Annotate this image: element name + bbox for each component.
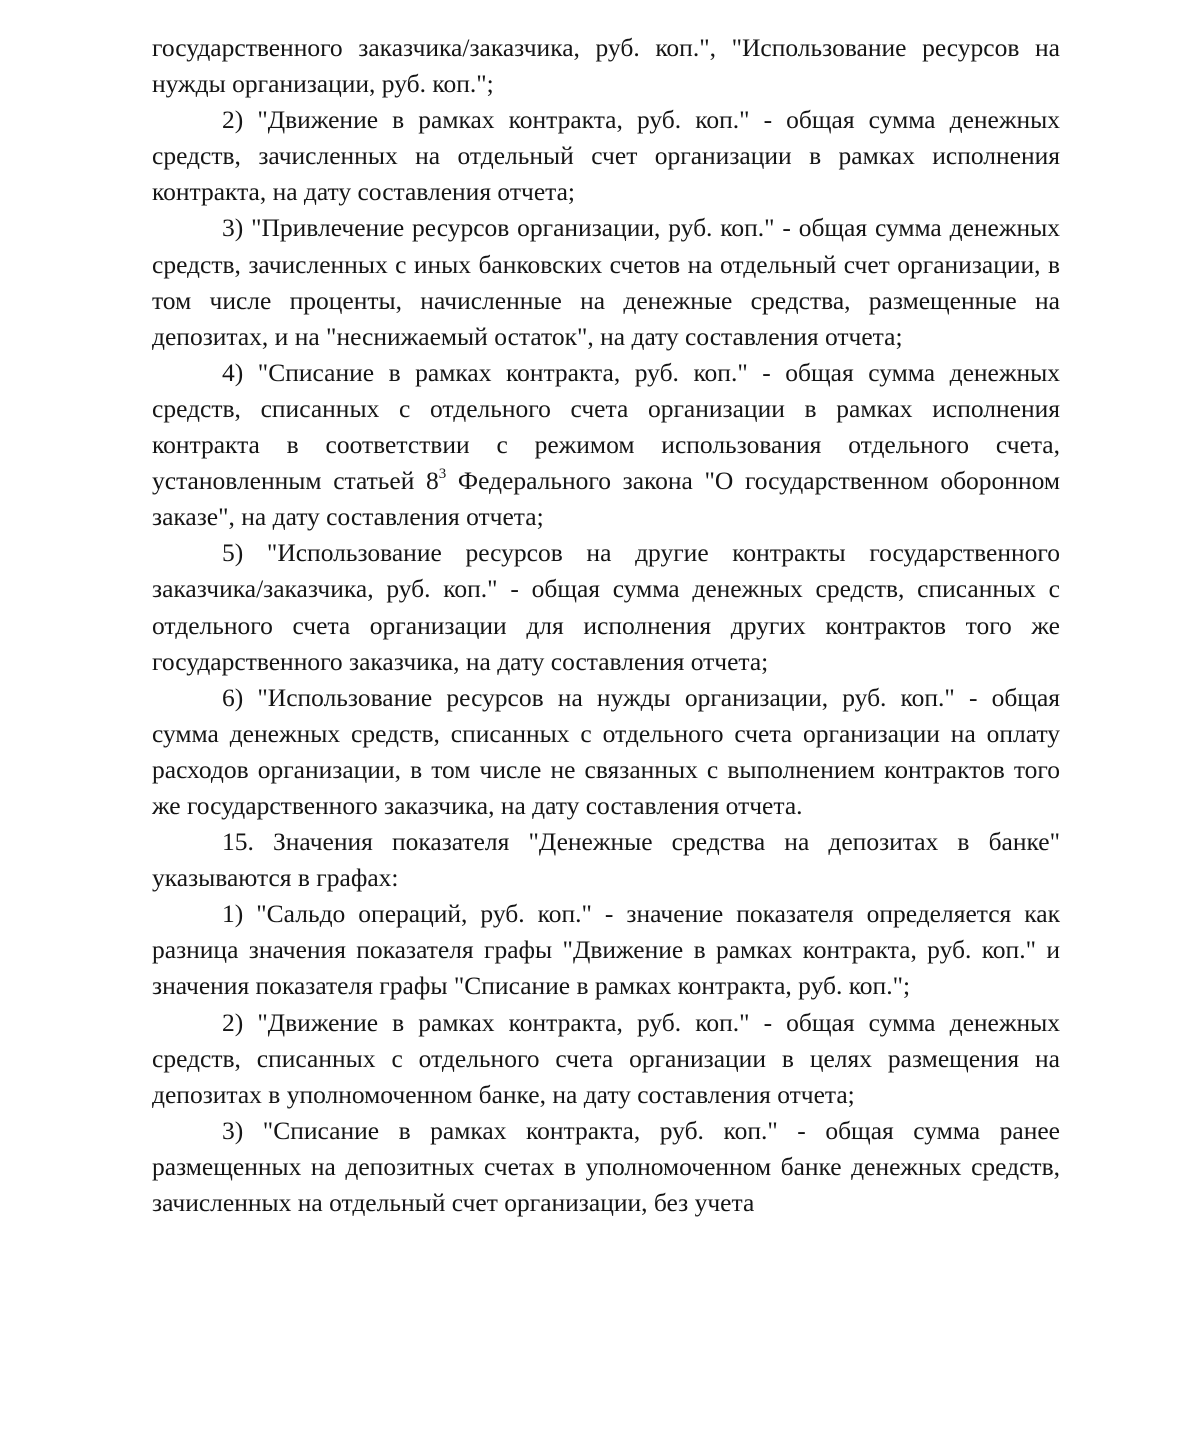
paragraph-item-4-writeoff — [152, 355, 1060, 535]
paragraph-item-3-attraction: 3) "Привлечение ресурсов организации, руб. коп." - общая сумма денежных средств, зачисленных с иных банковских счетов на отдельный счет организации, в том числе проценты, начисленные на денежные средства, размещенные на депозитах, и на "неснижаемый остаток", на дату составления отчета; — [152, 213, 1060, 351]
paragraph-section-15: 15. Значения показателя "Денежные средства на депозитах в банке" указываются в графах: — [152, 827, 1060, 893]
paragraph-section-15-item-1: 1) "Сальдо операций, руб. коп." - значение показателя определяется как разница значения показателя графы "Движение в рамках контракта, руб. коп." и значения показателя графы "Списание в рамках контракта, руб. коп."; — [152, 899, 1060, 1001]
paragraph-section-15-item-2: 2) "Движение в рамках контракта, руб. коп." - общая сумма денежных средств, списанных с отдельного счета организации в целях размещения на депозитах в уполномоченном банке, на дату составления отчета; — [152, 1007, 1060, 1109]
paragraph-section-15-item-3: 3) "Списание в рамках контракта, руб. коп." - общая сумма ранее размещенных на депозитных счетах в уполномоченном банке денежных средств, зачисленных на отдельный счет организации, без учета — [152, 1115, 1060, 1217]
paragraph-item-2-movement: 2) "Движение в рамках контракта, руб. коп." - общая сумма денежных средств, зачисленных на отдельный счет организации в рамках исполнения контракта, на дату составления отчета; — [152, 105, 1060, 207]
paragraph-continuation: государственного заказчика/заказчика, руб. коп.", "Использование ресурсов на нужды организации, руб. коп."; — [152, 33, 1060, 99]
paragraph-item-6-organization-needs: 6) "Использование ресурсов на нужды организации, руб. коп." - общая сумма денежных средств, списанных с отдельного счета организации на оплату расходов организации, в том числе не связанных с выполнением контрактов того же государственного заказчика, на дату составления отчета. — [152, 682, 1060, 820]
paragraph-item-4-text-after: Федерального закона "О государственном оборонном заказе", на дату составления отчета; — [152, 466, 1061, 532]
paragraph-item-4-text-before: 4) "Списание в рамках контракта, руб. коп." - общая сумма денежных средств, списанных с отдельного счета организации в рамках исполнения контракта в соответствии с режимом использования отдельного счета, установленным статьей 8 — [152, 357, 1060, 496]
document-page — [152, 30, 1060, 1221]
paragraph-item-5-other-contracts: 5) "Использование ресурсов на другие контракты государственного заказчика/заказчика, руб. коп." - общая сумма денежных средств, списанных с отдельного счета организации для исполнения других контрактов того же государственного заказчика, на дату составления отчета; — [152, 538, 1060, 676]
article-superscript: 3 — [438, 465, 447, 482]
